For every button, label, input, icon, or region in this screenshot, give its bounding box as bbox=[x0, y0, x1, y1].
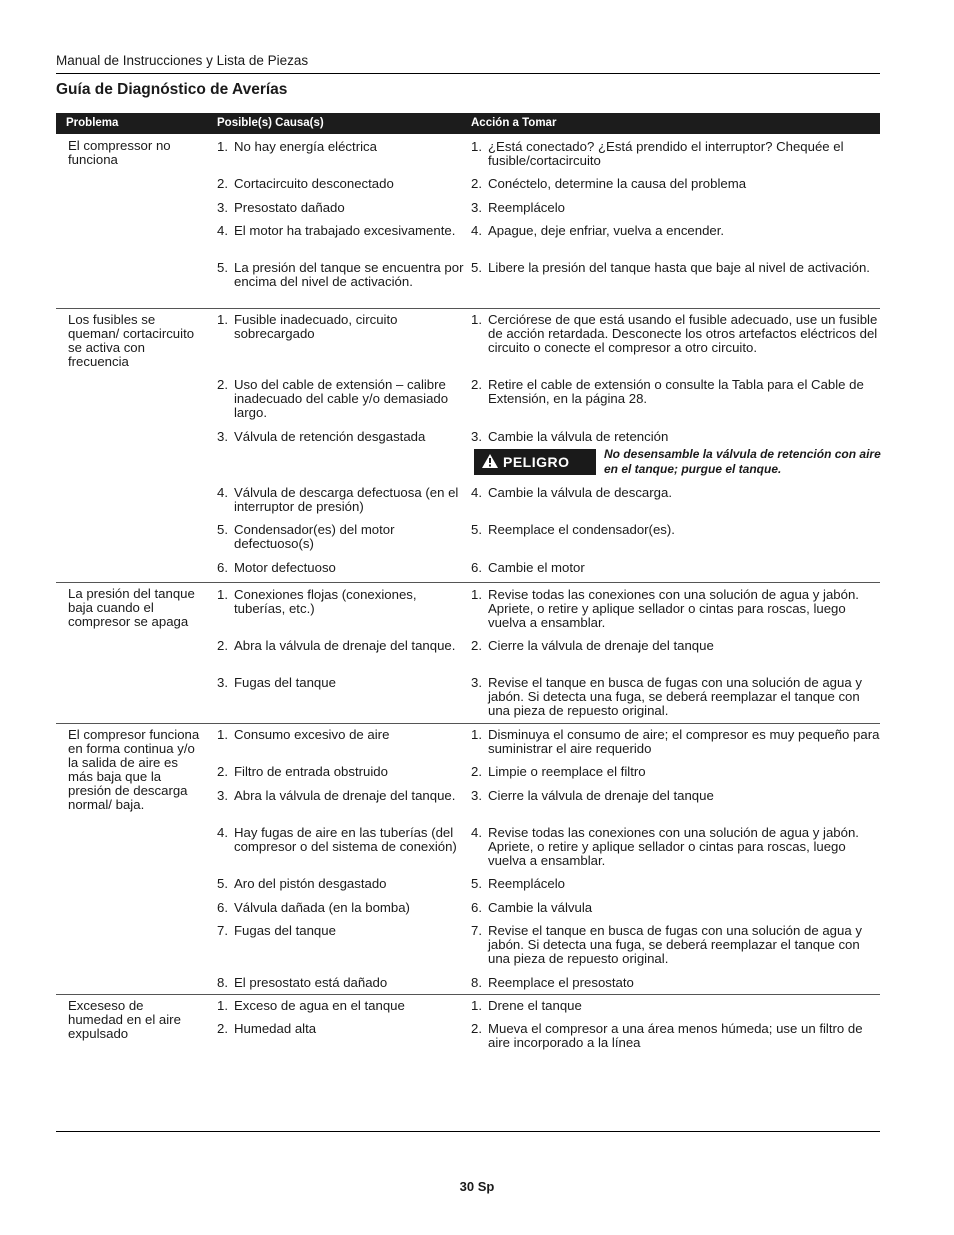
cause-number: 2. bbox=[217, 638, 228, 653]
cause-number: 1. bbox=[217, 727, 228, 742]
table-header bbox=[56, 113, 880, 134]
footer-divider bbox=[56, 1131, 880, 1132]
action-number: 2. bbox=[471, 377, 482, 392]
danger-text: No desensamble la válvula de retención con aire en el tanque; purgue el tanque. bbox=[604, 447, 881, 476]
action-number: 5. bbox=[471, 260, 482, 275]
cause-number: 5. bbox=[217, 260, 228, 275]
section-tank-pressure-drops bbox=[56, 582, 880, 724]
action-number: 3. bbox=[471, 200, 482, 215]
action-text: Reemplace el condensador(es). bbox=[488, 522, 675, 537]
cause-number: 1. bbox=[217, 998, 228, 1013]
action-number: 1. bbox=[471, 139, 482, 154]
cause-number: 7. bbox=[217, 923, 228, 938]
cause-text: Filtro de entrada obstruido bbox=[234, 764, 388, 779]
cause-number: 3. bbox=[217, 675, 228, 690]
action-text: Retire el cable de extensión o consulte la Tabla para el Cable de Extensión, en la página 28. bbox=[488, 377, 864, 406]
cause-text: El motor ha trabajado excesivamente. bbox=[234, 223, 456, 238]
danger-badge bbox=[474, 449, 596, 475]
cause-text: Válvula dañada (en la bomba) bbox=[234, 900, 410, 915]
page-number: 30 Sp bbox=[459, 1179, 495, 1194]
action-number: 1. bbox=[471, 727, 482, 742]
action-text: Revise el tanque en busca de fugas con una solución de agua y jabón. Si detecta una fuga, se deberá reemplazar el tanque con una pieza de repuesto original. bbox=[488, 675, 862, 718]
cause-number: 3. bbox=[217, 788, 228, 803]
action-text: Revise todas las conexiones con una solución de agua y jabón. Apriete, o retire y aplique sellador o cintas para roscas, luego vuelva a ensamblar. bbox=[488, 587, 859, 630]
action-text: Disminuya el consumo de aire; el compresor es muy pequeño para suministrar el aire requerido bbox=[488, 727, 880, 756]
action-text: Cerciórese de que está usando el fusible adecuado, use un fusible de acción retardada. Desconecte los otros artefactos eléctricos del circuito o conecte el compresor a otro circuito. bbox=[488, 312, 878, 355]
action-number: 3. bbox=[471, 429, 482, 444]
column-header-action: Acción a Tomar bbox=[471, 117, 557, 129]
action-number: 2. bbox=[471, 176, 482, 191]
cause-number: 6. bbox=[217, 560, 228, 575]
action-text: Revise todas las conexiones con una solución de agua y jabón. Apriete, o retire y aplique sellador o cintas para roscas, luego vuelva a ensamblar. bbox=[488, 825, 859, 868]
section-continuous-run bbox=[56, 723, 880, 995]
cause-number: 5. bbox=[217, 522, 228, 537]
column-header-cause: Posible(s) Causa(s) bbox=[217, 117, 324, 129]
action-text: Reemplace el presostato bbox=[488, 975, 634, 990]
cause-text: Condensador(es) del motor defectuoso(s) bbox=[234, 522, 395, 551]
problem-label: Los fusibles se queman/ cortacircuito se activa con frecuencia bbox=[68, 312, 195, 369]
cause-text: Válvula de descarga defectuosa (en el interruptor de presión) bbox=[234, 485, 459, 514]
cause-number: 2. bbox=[217, 176, 228, 191]
cause-text: Abra la válvula de drenaje del tanque. bbox=[234, 638, 456, 653]
cause-text: Exceso de agua en el tanque bbox=[234, 998, 405, 1013]
cause-text: Consumo excesivo de aire bbox=[234, 727, 390, 742]
action-text: Reemplácelo bbox=[488, 200, 565, 215]
action-number: 1. bbox=[471, 587, 482, 602]
cause-number: 4. bbox=[217, 485, 228, 500]
action-number: 3. bbox=[471, 788, 482, 803]
action-number: 6. bbox=[471, 560, 482, 575]
cause-number: 4. bbox=[217, 825, 228, 840]
cause-number: 1. bbox=[217, 139, 228, 154]
cause-text: Aro del pistón desgastado bbox=[234, 876, 387, 891]
cause-text: Hay fugas de aire en las tuberías (del compresor o del sistema de conexión) bbox=[234, 825, 457, 854]
action-number: 4. bbox=[471, 825, 482, 840]
action-number: 1. bbox=[471, 312, 482, 327]
action-text: Limpie o reemplace el filtro bbox=[488, 764, 646, 779]
action-text: Cierre la válvula de drenaje del tanque bbox=[488, 788, 714, 803]
section-excess-moisture bbox=[56, 994, 880, 1064]
action-text: Libere la presión del tanque hasta que baje al nivel de activación. bbox=[488, 260, 870, 275]
cause-text: No hay energía eléctrica bbox=[234, 139, 377, 154]
action-number: 6. bbox=[471, 900, 482, 915]
action-text: Cambie la válvula de retención bbox=[488, 429, 669, 444]
action-number: 5. bbox=[471, 522, 482, 537]
cause-text: Motor defectuoso bbox=[234, 560, 336, 575]
action-text: Reemplácelo bbox=[488, 876, 565, 891]
cause-text: Abra la válvula de drenaje del tanque. bbox=[234, 788, 456, 803]
cause-number: 1. bbox=[217, 587, 228, 602]
action-text: Drene el tanque bbox=[488, 998, 582, 1013]
action-number: 2. bbox=[471, 1021, 482, 1036]
cause-text: Fugas del tanque bbox=[234, 675, 336, 690]
section-fuses-blow bbox=[56, 308, 880, 583]
danger-label: PELIGRO bbox=[503, 454, 570, 470]
warning-triangle-icon bbox=[481, 453, 499, 469]
action-text: Cambie la válvula de descarga. bbox=[488, 485, 672, 500]
action-text: ¿Está conectado? ¿Está prendido el interruptor? Chequée el fusible/cortacircuito bbox=[488, 139, 844, 168]
cause-number: 2. bbox=[217, 764, 228, 779]
problem-label: La presión del tanque baja cuando el compresor se apaga bbox=[68, 586, 195, 629]
cause-text: Humedad alta bbox=[234, 1021, 317, 1036]
cause-text: Fugas del tanque bbox=[234, 923, 336, 938]
cause-text: Válvula de retención desgastada bbox=[234, 429, 426, 444]
cause-number: 5. bbox=[217, 876, 228, 891]
action-text: Cierre la válvula de drenaje del tanque bbox=[488, 638, 714, 653]
action-text: Mueva el compresor a una área menos húmeda; use un filtro de aire incorporado a la línea bbox=[488, 1021, 863, 1050]
column-header-problem: Problema bbox=[66, 117, 119, 129]
danger-warning bbox=[474, 449, 886, 477]
cause-number: 2. bbox=[217, 377, 228, 392]
action-number: 2. bbox=[471, 638, 482, 653]
cause-text: Presostato dañado bbox=[234, 200, 345, 215]
cause-number: 4. bbox=[217, 223, 228, 238]
cause-text: Uso del cable de extensión – calibre inadecuado del cable y/o demasiado largo. bbox=[234, 377, 449, 420]
cause-number: 3. bbox=[217, 429, 228, 444]
cause-number: 6. bbox=[217, 900, 228, 915]
action-text: Cambie la válvula bbox=[488, 900, 593, 915]
problem-label: Exceseso de humedad en el aire expulsado bbox=[68, 998, 181, 1041]
cause-text: La presión del tanque se encuentra por encima del nivel de activación. bbox=[234, 260, 464, 289]
cause-text: El presostato está dañado bbox=[234, 975, 388, 990]
page-title: Guía de Diagnóstico de Averías bbox=[56, 81, 288, 98]
action-number: 1. bbox=[471, 998, 482, 1013]
cause-number: 3. bbox=[217, 200, 228, 215]
action-text: Revise el tanque en busca de fugas con una solución de agua y jabón. Si detecta una fuga, se deberá reemplazar el tanque con una pieza de repuesto original. bbox=[488, 923, 862, 966]
cause-number: 1. bbox=[217, 312, 228, 327]
action-number: 8. bbox=[471, 975, 482, 990]
action-text: Cambie el motor bbox=[488, 560, 585, 575]
action-number: 7. bbox=[471, 923, 482, 938]
action-number: 4. bbox=[471, 223, 482, 238]
action-number: 2. bbox=[471, 764, 482, 779]
problem-label: El compressor no funciona bbox=[68, 138, 171, 167]
manual-header: Manual de Instrucciones y Lista de Piezas bbox=[56, 53, 309, 68]
cause-number: 2. bbox=[217, 1021, 228, 1036]
action-number: 4. bbox=[471, 485, 482, 500]
cause-number: 8. bbox=[217, 975, 228, 990]
cause-text: Conexiones flojas (conexiones, tuberías, etc.) bbox=[234, 587, 417, 616]
action-number: 3. bbox=[471, 675, 482, 690]
cause-text: Cortacircuito desconectado bbox=[234, 176, 394, 191]
header-divider bbox=[56, 73, 880, 74]
cause-text: Fusible inadecuado, circuito sobrecargado bbox=[234, 312, 398, 341]
action-text: Apague, deje enfriar, vuelva a encender. bbox=[488, 223, 725, 238]
action-text: Conéctelo, determine la causa del problema bbox=[488, 176, 747, 191]
problem-label: El compresor funciona en forma continua y/o la salida de aire es más baja que la presión de descarga normal/ baja. bbox=[68, 727, 200, 812]
section-compressor-not-working bbox=[56, 134, 880, 309]
action-number: 5. bbox=[471, 876, 482, 891]
